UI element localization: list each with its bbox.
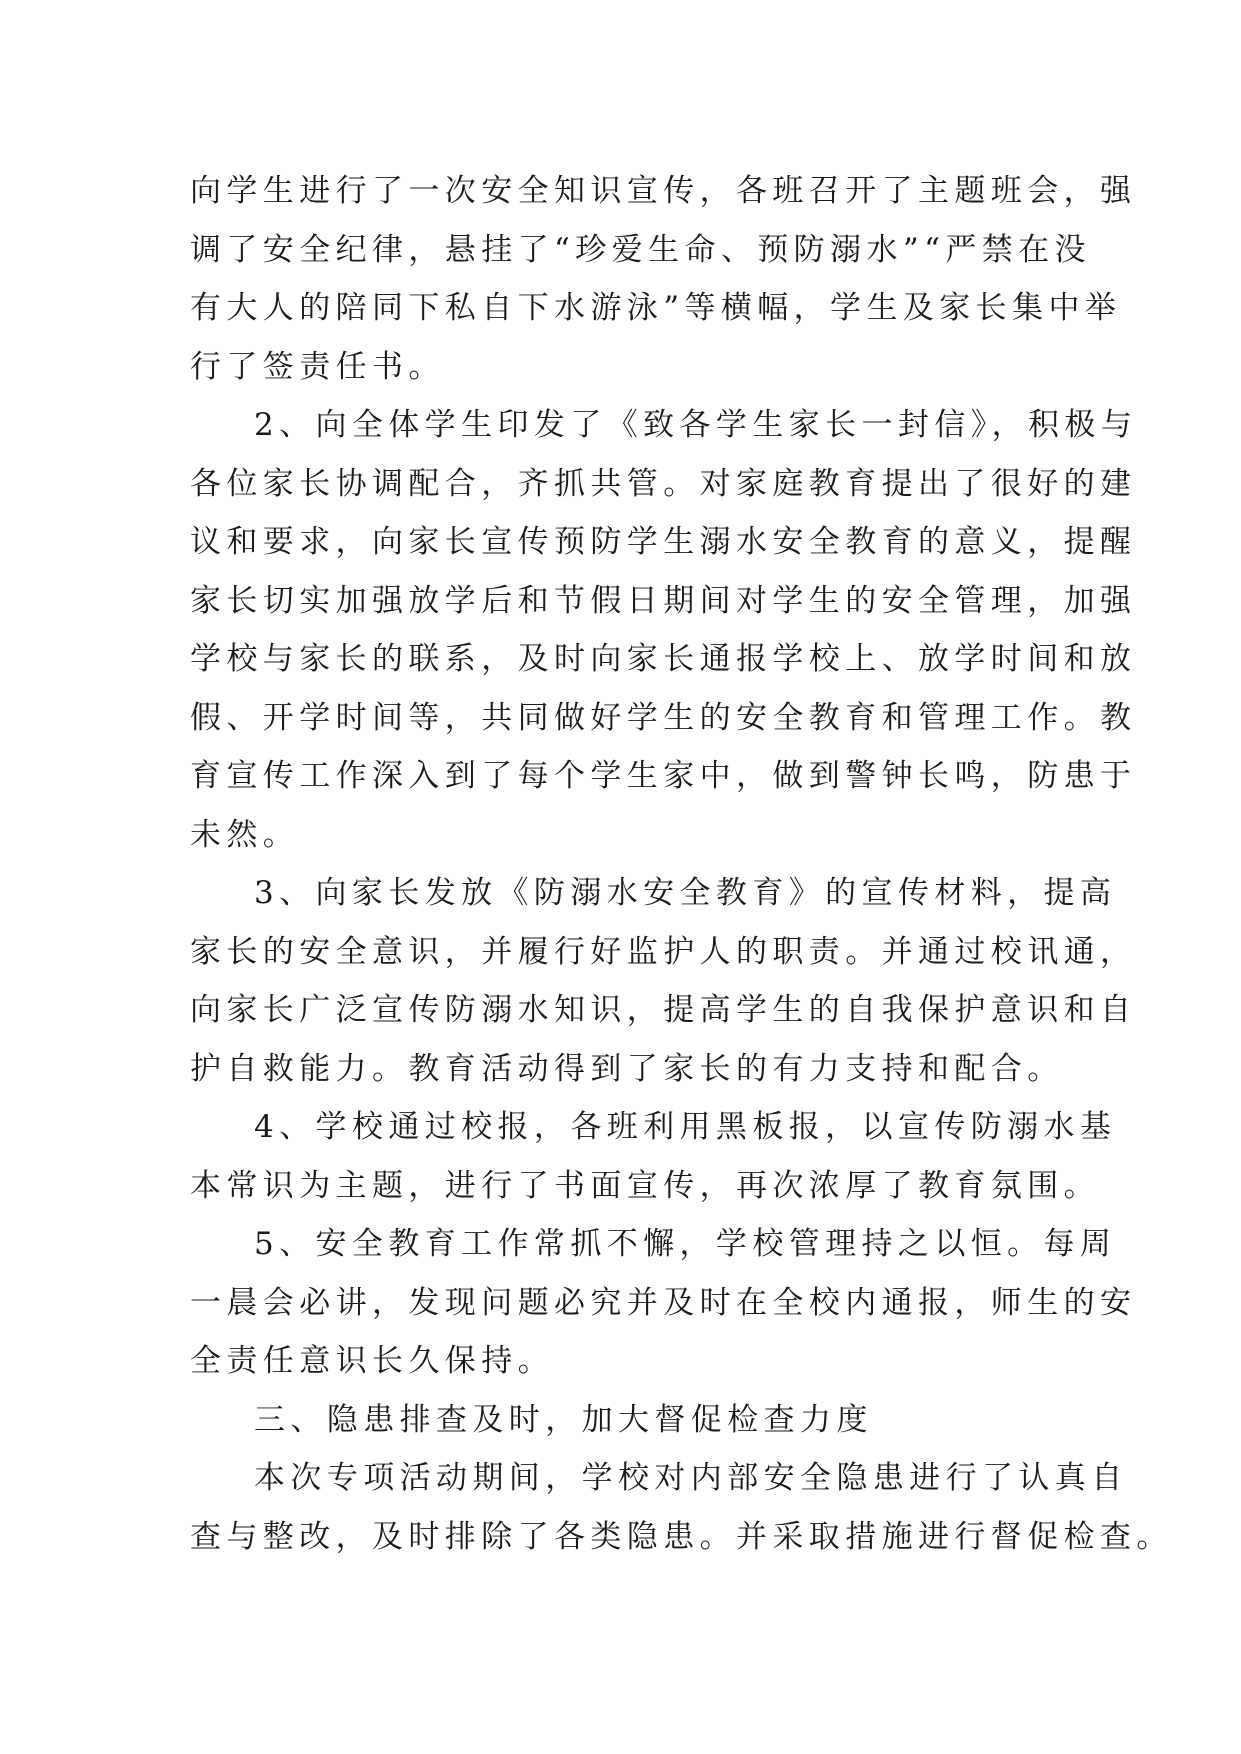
text-line: 全责任意识长久保持。 — [190, 1343, 554, 1379]
paragraph-start-line: 2、向全体学生印发了《致各学生家长一封信》，积极与 — [254, 407, 1138, 443]
section-heading: 三、隐患排查及时，加大督促检查力度 — [254, 1401, 873, 1438]
text-line: 家长切实加强放学后和节假日期间对学生的安全管理，加强 — [190, 582, 1137, 619]
text-line: 假、开学时间等，共同做好学生的安全教育和管理工作。教 — [190, 699, 1137, 736]
paragraph-start-line: 4、学校通过校报，各班利用黑板报，以宣传防溺水基 — [254, 1109, 1117, 1145]
text-line: 本常识为主题，进行了书面宣传，再次浓厚了教育氛围。 — [190, 1167, 1100, 1204]
paragraph-start-line: 本次专项活动期间，学校对内部安全隐患进行了认真自 — [254, 1460, 1128, 1496]
paragraph-start-line: 5、安全教育工作常抓不懈，学校管理持之以恒。每周 — [254, 1226, 1117, 1262]
text-line: 护自救能力。教育活动得到了家长的有力支持和配合。 — [190, 1050, 1064, 1087]
text-line: 家长的安全意识，并履行好监护人的职责。并通过校讯通， — [190, 933, 1137, 970]
text-line: 行了签责任书。 — [190, 348, 445, 385]
text-line: 查与整改，及时排除了各类隐患。并采取措施进行督促检查。 — [190, 1518, 1173, 1555]
text-line: 向学生进行了一次安全知识宣传，各班召开了主题班会，强 — [190, 173, 1137, 209]
text-line: 学校与家长的联系，及时向家长通报学校上、放学时间和放 — [190, 641, 1137, 677]
paragraph-start-line: 3、向家长发放《防溺水安全教育》的宣传材料，提高 — [254, 875, 1117, 911]
text-line: 一晨会必讲，发现问题必究并及时在全校内通报，师生的安 — [190, 1284, 1137, 1321]
document-body — [190, 162, 1173, 1566]
text-line: 育宣传工作深入到了每个学生家中，做到警钟长鸣，防患于 — [190, 758, 1137, 794]
text-line: 未然。 — [190, 816, 300, 853]
text-line: 议和要求，向家长宣传预防学生溺水安全教育的意义，提醒 — [190, 524, 1137, 560]
text-line: 各位家长协调配合，齐抓共管。对家庭教育提出了很好的建 — [190, 465, 1137, 502]
text-line: 调了安全纪律，悬挂了“珍爱生命、预防溺水”“严禁在没 — [190, 231, 1091, 268]
text-line: 向家长广泛宣传防溺水知识，提高学生的自我保护意识和自 — [190, 992, 1137, 1028]
text-line: 有大人的陪同下私自下水游泳”等横幅，学生及家长集中举 — [190, 290, 1122, 326]
